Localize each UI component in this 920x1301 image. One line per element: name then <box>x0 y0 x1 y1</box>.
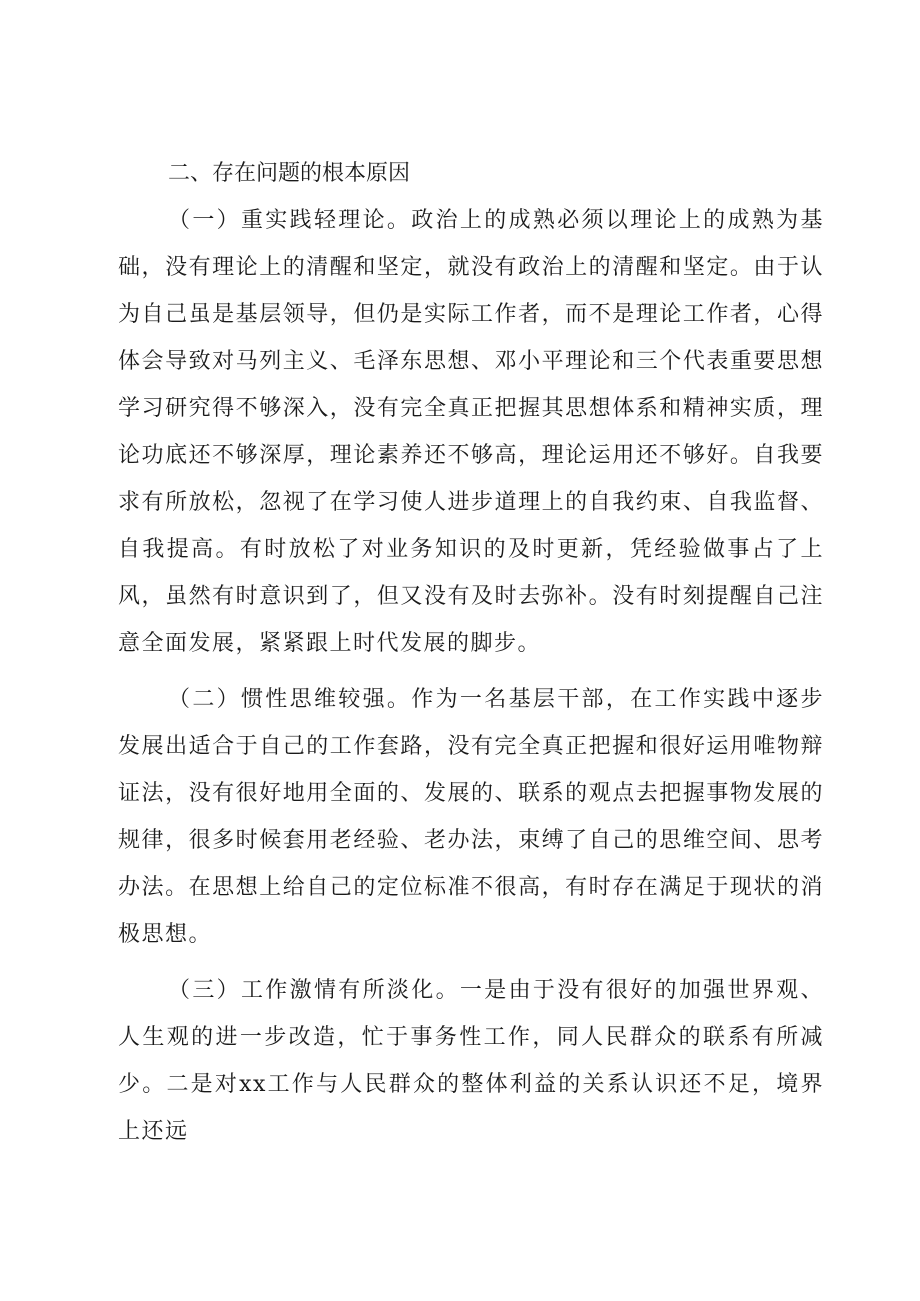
section-heading: 二、存在问题的根本原因 <box>168 161 411 186</box>
document-body <box>118 150 824 1155</box>
paragraph-2: （二）惯性思维较强。作为一名基层干部，在工作实践中逐步发展出适合于自己的工作套路，没有完全真正把握和很好运用唯物辩证法，没有很好地用全面的、发展的、联系的观点去把握事物发展的规律，很多时候套用老经验、老办法，束缚了自己的思维空间、思考办法。在思想上给自己的定位标准不很高，有时存在满足于现状的消极思想。 <box>118 687 824 947</box>
paragraph-1: （一）重实践轻理论。政治上的成熟必须以理论上的成熟为基础，没有理论上的清醒和坚定，就没有政治上的清醒和坚定。由于认为自己虽是基层领导，但仍是实际工作者，而不是理论工作者，心得体会导致对马列主义、毛泽东思想、邓小平理论和三个代表重要思想学习研究得不够深入，没有完全真正把握其思想体系和精神实质，理论功底还不够深厚，理论素养还不够高，理论运用还不够好。自我要求有所放松，忽视了在学习使人进步道理上的自我约束、自我监督、自我提高。有时放松了对业务知识的及时更新，凭经验做事占了上风，虽然有时意识到了，但又没有及时去弥补。没有时刻提醒自己注意全面发展，紧紧跟上时代发展的脚步。 <box>118 208 824 656</box>
paragraph-3: （三）工作激情有所淡化。一是由于没有很好的加强世界观、人生观的进一步改造，忙于事务性工作，同人民群众的联系有所减少。二是对xx工作与人民群众的整体利益的关系认识还不足，境界上还远 <box>118 978 824 1144</box>
